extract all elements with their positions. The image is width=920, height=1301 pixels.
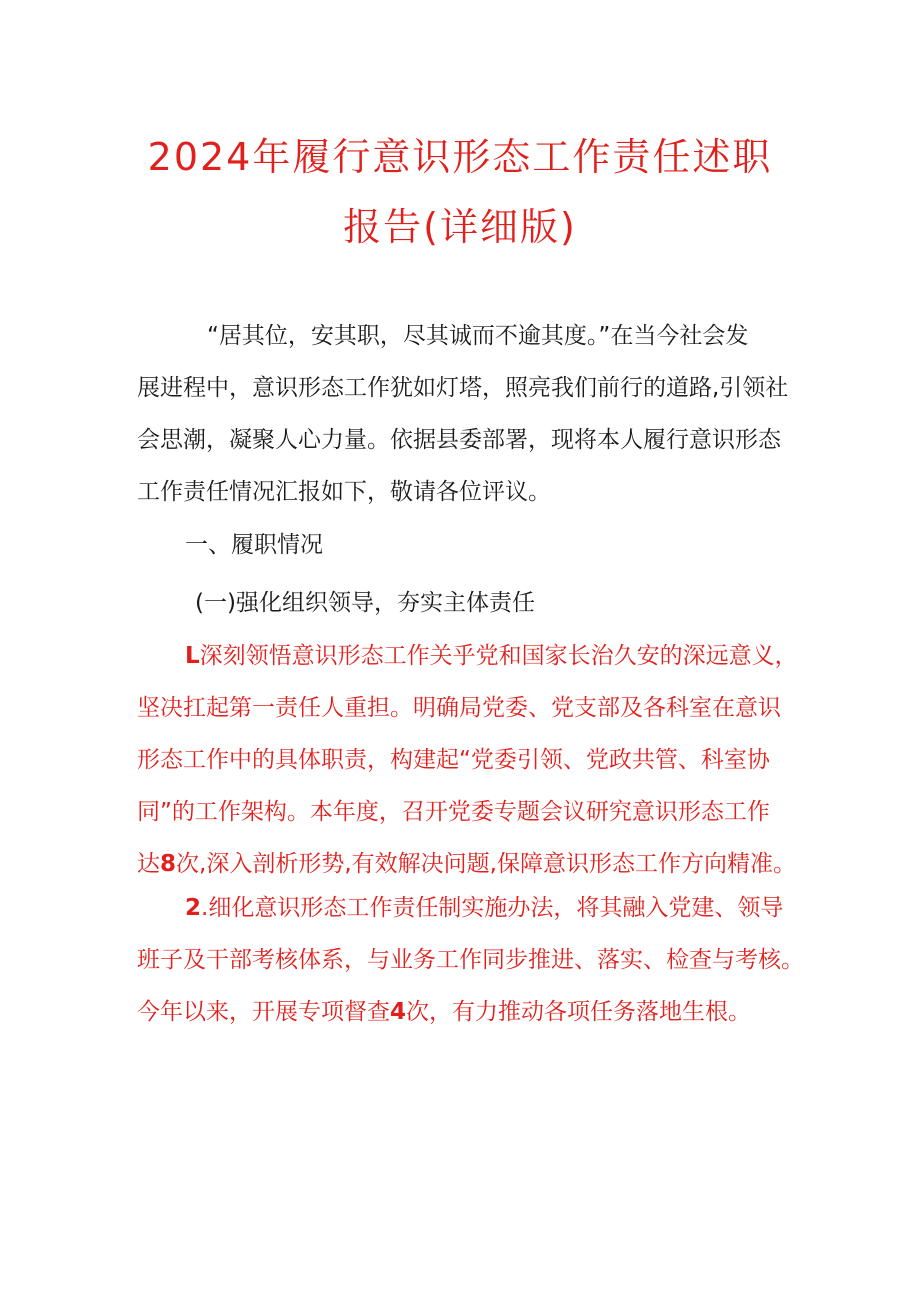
item2-first-line — [137, 882, 797, 934]
item1-line: 同”的工作架构。本年度，召开党委专题会议研究意识形态工作 — [137, 799, 770, 825]
intro-line: 工作责任情况汇报如下，敬请各位评议。 — [137, 479, 551, 505]
item1-count: 8 — [160, 851, 177, 877]
item2-last-pre: 今年以来，开展专项督查 — [137, 999, 390, 1025]
document-title-line2: 报告(详细版) — [343, 205, 577, 249]
item2-paragraph — [137, 882, 804, 1038]
document-title-line1: 2024年履行意识形态工作责任述职 — [147, 135, 773, 179]
item1-paragraph — [137, 630, 797, 890]
intro-paragraph — [137, 310, 797, 518]
item2-line: .细化意识形态工作责任制实施办法，将其融入党建、领导 — [201, 895, 784, 921]
item1-line: 形态工作中的具体职责，构建起“党委引领、党政共管、科室协 — [137, 747, 770, 773]
item2-count: 4 — [390, 999, 407, 1025]
item2-last-line — [137, 986, 797, 1038]
item2-line: 班子及干部考核体系，与业务工作同步推进、落实、检查与考核。 — [137, 947, 804, 973]
intro-line: 展进程中，意识形态工作犹如灯塔，照亮我们前行的道路,引领社 — [137, 375, 789, 401]
item1-last-post: 次,深入剖析形势,有效解决问题,保障意识形态工作方向精准。 — [176, 851, 796, 877]
item2-last-post: 次，有力推动各项任务落地生根。 — [406, 999, 752, 1025]
item1-line: 深刻领悟意识形态工作关乎党和国家长治久安的深远意义， — [199, 643, 798, 669]
item1-first-line — [137, 630, 797, 682]
item1-last-pre: 达 — [137, 851, 160, 877]
intro-line: 会思潮，凝聚人心力量。依据县委部署，现将本人履行意识形态 — [137, 427, 781, 453]
item2-marker: 2 — [185, 895, 202, 921]
item1-marker: L — [185, 643, 200, 669]
subsection1-heading: (一)强化组织领导，夯实主体责任 — [195, 590, 535, 616]
intro-line: “居其位，安其职，尽其诚而不逾其度。”在当今社会发 — [207, 323, 749, 349]
section1-heading: 一、履职情况 — [185, 532, 323, 558]
item1-line: 坚决扛起第一责任人重担。明确局党委、党支部及各科室在意识 — [137, 695, 781, 721]
